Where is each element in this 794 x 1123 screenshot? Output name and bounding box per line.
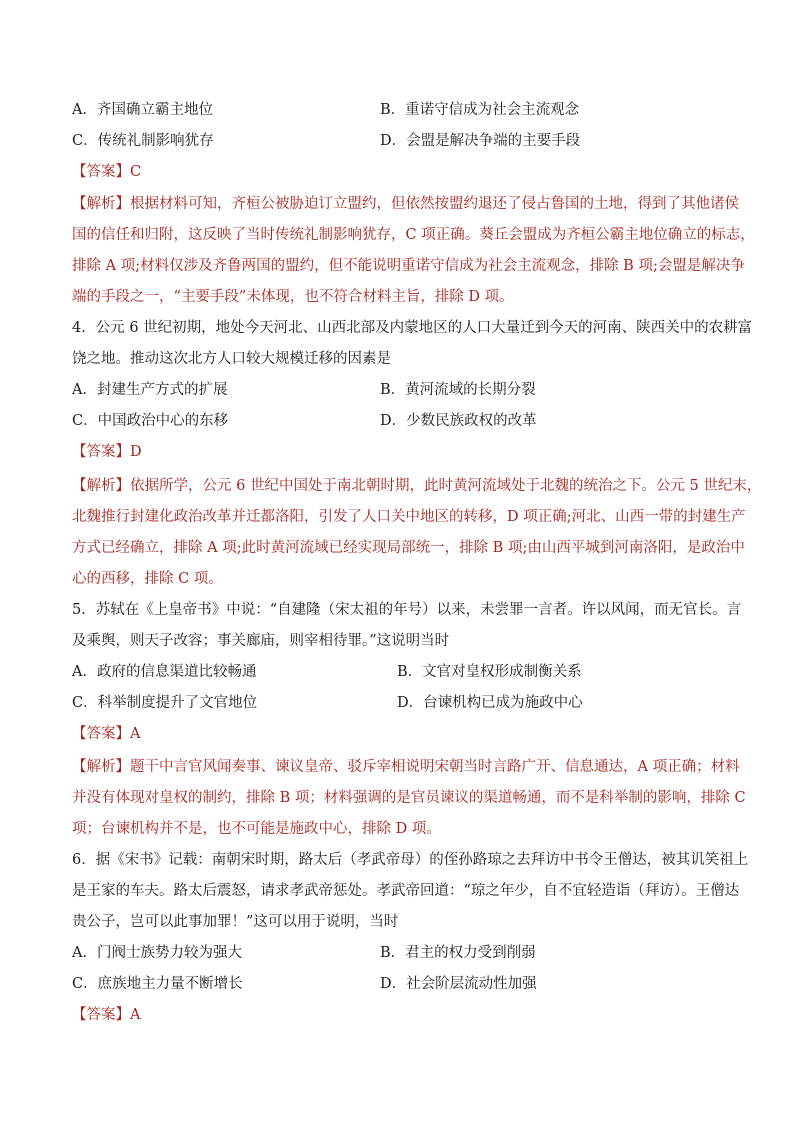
q4-analysis-line-4: 心的西移，排除 C 项。 [72, 571, 223, 587]
q3-analysis-line-3: 排除 A 项;材料仅涉及齐鲁两国的盟约，但不能说明重诺守信成为社会主流观念，排除 B 项;会盟是解决争 [72, 258, 745, 274]
answer-label: 【答案】 [72, 444, 130, 460]
q4-analysis-line-2: 北魏推行封建化政治改革并迁都洛阳，引发了人口关中地区的转移，D 项正确;河北、山西一带的封建生产 [72, 509, 746, 525]
answer-value: D [130, 444, 142, 460]
q5-option-a: A．政府的信息渠道比较畅通 [72, 664, 257, 680]
q5-option-d: D．台谏机构已成为施政中心 [397, 695, 583, 711]
q4-option-b: B．黄河流域的长期分裂 [380, 382, 536, 398]
q3-answer [72, 162, 141, 182]
q3-option-c: C．传统礼制影响犹存 [72, 133, 214, 149]
q6-option-c: C．庶族地主力量不断增长 [72, 976, 243, 992]
q4-option-a: A．封建生产方式的扩展 [72, 382, 228, 398]
answer-value: A [130, 726, 141, 742]
answer-value: A [130, 1007, 141, 1023]
q3-analysis-line-2: 国的信任和归附，这反映了当时传统礼制影响犹存，C 项正确。葵丘会盟成为齐桓公霸主地位确立的标志， [72, 227, 755, 243]
q4-stem-line-2: 饶之地。推动这次北方人口较大规模迁移的因素是 [72, 351, 391, 367]
answer-label: 【答案】 [72, 164, 130, 180]
q3-analysis-line-1 [72, 194, 739, 214]
q5-analysis-line-3: 项；台谏机构并不是，也不可能是施政中心，排除 D 项。 [72, 821, 441, 837]
q6-stem-line-3: 贵公子，岂可以此事加罪！”这可以用于说明，当时 [72, 914, 399, 930]
analysis-label: 【解析】 [72, 196, 130, 212]
q6-option-a: A．门阀士族势力较为强大 [72, 945, 242, 961]
q4-analysis-line-1 [72, 476, 761, 496]
q5-option-c: C．科举制度提升了文官地位 [72, 695, 258, 711]
analysis-label: 【解析】 [72, 478, 130, 494]
answer-label: 【答案】 [72, 1007, 130, 1023]
analysis-label: 【解析】 [72, 759, 130, 775]
q4-answer [72, 442, 142, 462]
q5-analysis-line-2: 并没有体现对皇权的制约，排除 B 项；材料强调的是官员谏议的渠道畅通，而不是科举制的影响，排除 C [72, 790, 746, 806]
q6-option-b: B．君主的权力受到削弱 [380, 945, 536, 961]
analysis-text: 题干中言官风闻奏事、谏议皇帝、驳斥宰相说明宋朝当时言路广开、信息通达，A 项正确；材料 [130, 759, 740, 775]
q3-analysis-line-4: 端的手段之一，“主要手段”未体现，也不符合材料主旨，排除 D 项。 [72, 289, 514, 305]
q5-stem-line-1: 5．苏轼在《上皇帝书》中说：“自建隆（宋太祖的年号）以来，未尝罪一言者。许以风闻，而无官长。言 [72, 602, 742, 618]
q5-option-b: B．文官对皇权形成制衡关系 [397, 664, 582, 680]
q4-option-d: D．少数民族政权的改革 [380, 413, 537, 429]
q5-answer [72, 724, 140, 744]
q4-option-c: C．中国政治中心的东移 [72, 413, 229, 429]
q6-option-d: D．社会阶层流动性加强 [380, 976, 537, 992]
q6-stem-line-1: 6．据《宋书》记载：南朝宋时期，路太后（孝武帝母）的侄孙路琼之去拜访中书令王僧达，被其讥笑祖上 [72, 852, 749, 868]
analysis-text: 根据材料可知，齐桓公被胁迫订立盟约，但依然按盟约退还了侵占鲁国的土地，得到了其他诸侯 [130, 196, 739, 212]
q3-option-d: D．会盟是解决争端的主要手段 [380, 133, 581, 149]
q3-option-b: B．重诺守信成为社会主流观念 [380, 102, 580, 118]
q5-stem-line-2: 及乘舆，则天子改容；事关廊庙，则宰相待罪。”这说明当时 [72, 633, 450, 649]
q6-stem-line-2: 是王家的车夫。路太后震怒，请求孝武帝惩处。孝武帝回道：“琼之年少，自不宜轻造诣（拜访）。王僧达 [72, 883, 740, 899]
q4-analysis-line-3: 方式已经确立，排除 A 项;此时黄河流域已经实现局部统一，排除 B 项;由山西平城到河南洛阳，是政治中 [72, 540, 745, 556]
answer-value: C [130, 164, 142, 180]
q5-analysis-line-1 [72, 757, 740, 777]
q3-option-a: A．齐国确立霸主地位 [72, 102, 213, 118]
analysis-text: 依据所学，公元 6 世纪中国处于南北朝时期，此时黄河流域处于北魏的统治之下。公元 5 世纪末， [130, 478, 762, 494]
answer-label: 【答案】 [72, 726, 130, 742]
q4-stem-line-1: 4．公元 6 世纪初期，地处今天河北、山西北部及内蒙地区的人口大量迁到今天的河南、陕西关中的农耕富 [72, 320, 753, 336]
q6-answer [72, 1005, 140, 1025]
